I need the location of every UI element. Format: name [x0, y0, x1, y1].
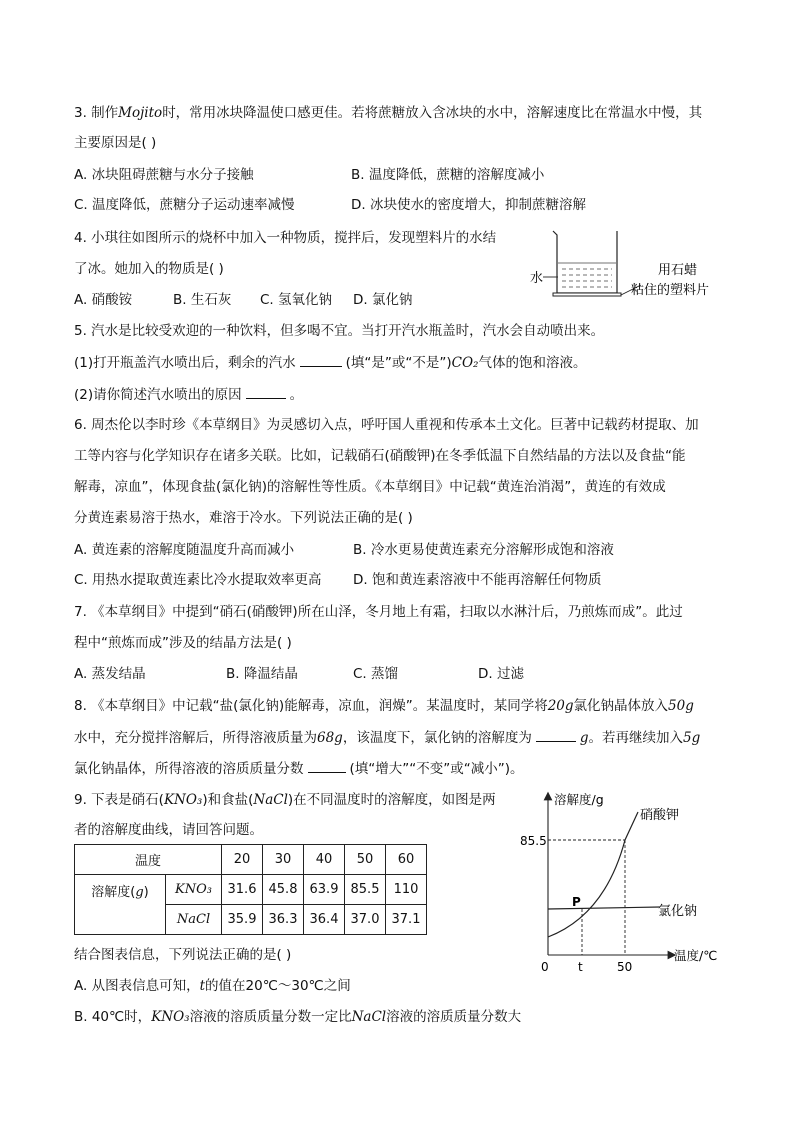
q3-option-d: D. 冰块使水的密度增大，抑制蔗糖溶解 — [351, 197, 586, 213]
x-axis-label: 温度/℃ — [674, 948, 718, 963]
series-kno3-curve — [548, 812, 638, 937]
solubility-table — [74, 844, 427, 935]
table-cell: 20 — [222, 845, 263, 875]
q4-line-1: 4. 小琪往如图所示的烧杯中加入一种物质，搅拌后，发现塑料片的水结 — [74, 230, 497, 246]
wax-label-line-2: 粘住的塑料片 — [631, 283, 710, 298]
solubility-curve-chart — [510, 790, 735, 980]
table-cell: 110 — [386, 875, 427, 905]
series-nacl-line — [548, 907, 660, 909]
table-cell-nacl: NaCl — [166, 905, 222, 935]
table-row — [75, 845, 427, 875]
wax-label-line-1: 用石蜡 — [658, 263, 698, 278]
q8-line-3: 氯化钠晶体，所得溶液的溶质质量分数 (填“增大”“不变”或“减小”)。 — [74, 761, 524, 777]
table-header-temperature: 温度 — [75, 845, 222, 875]
q4-line-2: 了冰。她加入的物质是( ) — [74, 261, 224, 277]
q6-option-a: A. 黄连素的溶解度随温度升高而减小 — [74, 542, 295, 558]
table-cell: 63.9 — [304, 875, 345, 905]
legend-kno3: 硝酸钾 — [640, 808, 680, 823]
q3-option-c: C. 温度降低，蔗糖分子运动速率减慢 — [74, 197, 295, 213]
q9-option-a: A. 从图表信息可知，t的值在20℃～30℃之间 — [74, 978, 351, 994]
q8-line-1: 8. 《本草纲目》中记载“盐(氯化钠)能解毒，凉血，润燥”。某温度时，某同学将20g氯化钠晶体放入50g — [74, 698, 694, 714]
origin-label: 0 — [541, 960, 549, 974]
water-label: 水 — [530, 271, 544, 286]
q4-option-c: C. 氢氧化钠 — [260, 292, 333, 308]
q6-line-2: 工等内容与化学知识存在诸多关联。比如，记载硝石(硝酸钾)在冬季低温下自然结晶的方法以及食盐“能 — [74, 448, 686, 464]
q4-option-d: D. 氯化钠 — [353, 292, 413, 308]
q7-line-1: 7. 《本草纲目》中提到“硝石(硝酸钾)所在山泽，冬月地上有霜，扫取以水淋汁后，乃煎炼而成”。此过 — [74, 604, 683, 620]
x-tick-t: t — [578, 960, 583, 974]
table-cell: 60 — [386, 845, 427, 875]
y-axis-label: 溶解度/g — [554, 792, 604, 807]
table-cell: 35.9 — [222, 905, 263, 935]
q3-line-2: 主要原因是( ) — [74, 135, 157, 151]
table-header-solubility: 溶解度(g) — [75, 875, 166, 935]
table-cell-kno3: KNO₃ — [166, 875, 222, 905]
q8-blank-1 — [536, 728, 576, 742]
q7-option-a: A. 蒸发结晶 — [74, 666, 146, 682]
q3-option-b: B. 温度降低，蔗糖的溶解度减小 — [351, 167, 545, 183]
table-cell: 85.5 — [345, 875, 386, 905]
q7-line-2: 程中“煎炼而成”涉及的结晶方法是( ) — [74, 635, 292, 651]
q3-line-1: 3. 制作Mojito时，常用冰块降温使口感更佳。若将蔗糖放入含冰块的水中，溶解速度比在常温水中慢，其 — [74, 105, 703, 121]
y-tick-85-5: 85.5 — [520, 834, 547, 848]
q6-option-c: C. 用热水提取黄连素比冷水提取效率更高 — [74, 572, 322, 588]
table-cell: 36.4 — [304, 905, 345, 935]
table-cell: 40 — [304, 845, 345, 875]
q5-blank-1 — [300, 353, 342, 367]
table-cell: 50 — [345, 845, 386, 875]
q4-option-b: B. 生石灰 — [173, 292, 232, 308]
q5-blank-2 — [246, 385, 286, 399]
beaker-water — [558, 263, 616, 292]
table-cell: 37.1 — [386, 905, 427, 935]
plastic-plate — [553, 293, 621, 296]
q5-line-3: (2)请你简述汽水喷出的原因 。 — [74, 387, 304, 403]
table-cell: 37.0 — [345, 905, 386, 935]
q5-line-1: 5. 汽水是比较受欢迎的一种饮料，但多喝不宜。当打开汽水瓶盖时，汽水会自动喷出来。 — [74, 323, 605, 339]
legend-nacl: 氯化钠 — [658, 904, 698, 919]
table-cell: 31.6 — [222, 875, 263, 905]
table-cell: 45.8 — [263, 875, 304, 905]
q4-option-a: A. 硝酸铵 — [74, 292, 133, 308]
q8-blank-2 — [308, 759, 346, 773]
q5-line-2: (1)打开瓶盖汽水喷出后，剩余的汽水 (填“是”或“不是”)CO₂气体的饱和溶液。 — [74, 355, 587, 371]
intersection-label-p: P — [572, 895, 581, 909]
q6-line-1: 6. 周杰伦以李时珍《本草纲目》为灵感切入点，呼吁国人重视和传承本土文化。巨著中记载药材提取、加 — [74, 417, 699, 433]
q6-option-b: B. 冷水更易使黄连素充分溶解形成饱和溶液 — [353, 542, 614, 558]
q6-line-4: 分黄连素易溶于热水，难溶于冷水。下列说法正确的是( ) — [74, 510, 413, 526]
table-cell: 30 — [263, 845, 304, 875]
q9-line-1: 9. 下表是硝石(KNO₃)和食盐(NaCl)在不同温度时的溶解度，如图是两 — [74, 792, 496, 808]
q7-option-c: C. 蒸馏 — [353, 666, 399, 682]
x-tick-50: 50 — [617, 960, 633, 974]
q3-option-a: A. 冰块阻碍蔗糖与水分子接触 — [74, 167, 254, 183]
q8-line-2: 水中，充分搅拌溶解后，所得溶液质量为68g，该温度下，氯化钠的溶解度为 g。若再继续加入5g — [74, 730, 701, 746]
q9-line-3: 结合图表信息，下列说法正确的是( ) — [74, 947, 292, 963]
table-cell: 36.3 — [263, 905, 304, 935]
q9-option-b: B. 40℃时，KNO₃溶液的溶质质量分数一定比NaCl溶液的溶质质量分数大 — [74, 1009, 522, 1025]
q6-option-d: D. 饱和黄连素溶液中不能再溶解任何物质 — [353, 572, 602, 588]
q9-line-2: 者的溶解度曲线，请回答问题。 — [74, 822, 263, 838]
table-row — [75, 875, 427, 905]
q6-line-3: 解毒，凉血”，体现食盐(氯化钠)的溶解性等性质。《本草纲目》中记载“黄连治消渴”，黄连的有效成 — [74, 479, 666, 495]
beaker-diagram — [525, 225, 730, 307]
q7-option-b: B. 降温结晶 — [226, 666, 298, 682]
q7-option-d: D. 过滤 — [478, 666, 524, 682]
